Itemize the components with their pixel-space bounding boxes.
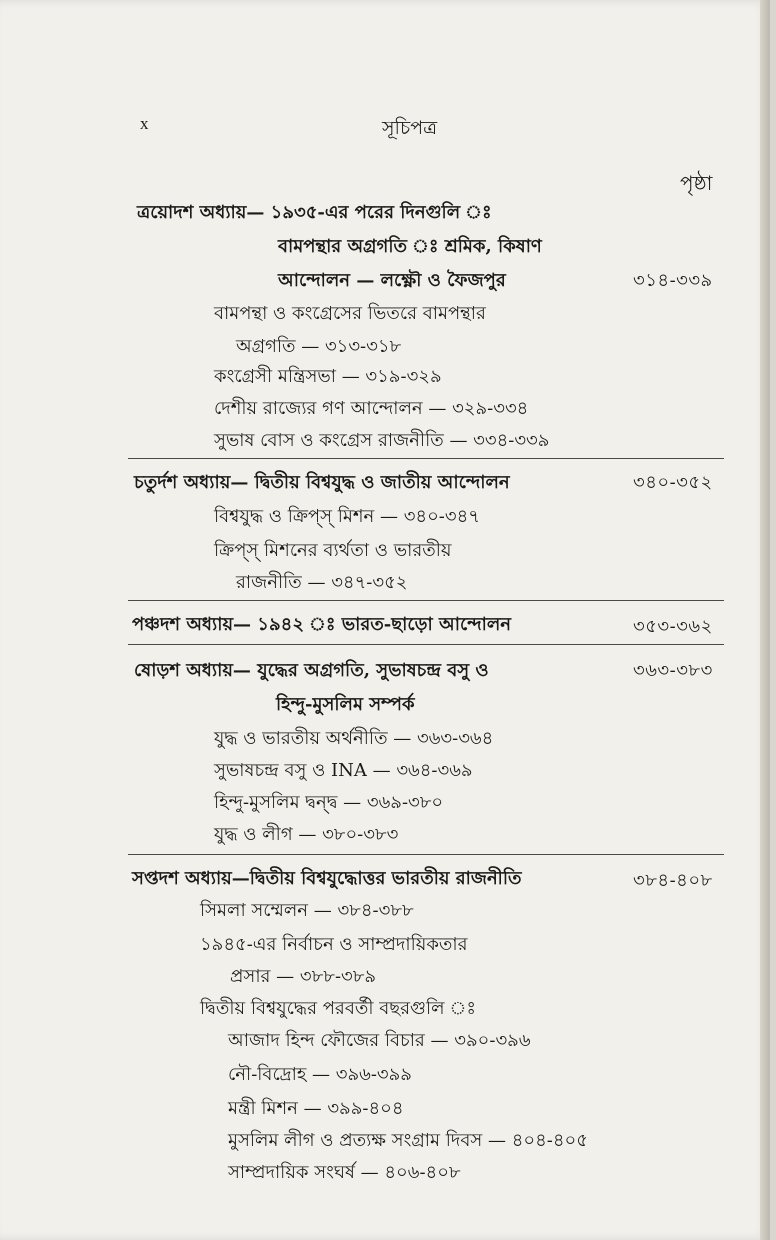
chapter-13-section-1a: বামপন্থা ও কংগ্রেসের ভিতরে বামপন্থার [214, 303, 486, 324]
chapter-14-title: চতুর্দশ অধ্যায়— দ্বিতীয় বিশ্বযুদ্ধ ও জাতীয় আন্দোলন [134, 472, 510, 493]
running-title: সূচিপত্র [382, 117, 438, 139]
chapter-17-subsection-5: সাম্প্রদায়িক সংঘর্ষ — ৪০৬-৪০৮ [228, 1162, 461, 1183]
chapter-17-section-2a: ১৯৪৫-এর নির্বাচন ও সাম্প্রদায়িকতার [200, 934, 468, 955]
chapter-15-page-range: ৩৫৩-৩৬২ [633, 616, 713, 637]
chapter-13-title-line-1: ত্রয়োদশ অধ্যায়— ১৯৩৫-এর পরের দিনগুলি ঃ [137, 202, 492, 223]
chapter-17-section-2b: প্রসার — ৩৮৮-৩৮৯ [230, 966, 377, 987]
chapter-16-page-range: ৩৬৩-৩৮৩ [633, 660, 713, 681]
roman-page-number: x [140, 114, 149, 133]
page-spine-shadow [760, 0, 770, 1240]
chapter-16-section-3: হিন্দু-মুসলিম দ্বন্দ্ব — ৩৬৯-৩৮০ [214, 792, 444, 813]
chapter-17-page-range: ৩৮৪-৪০৮ [633, 870, 713, 891]
chapter-17-subsection-4: মুসলিম লীগ ও প্রত্যক্ষ সংগ্রাম দিবস — ৪০৪-৪০৫ [228, 1130, 588, 1151]
chapter-14-section-2a: ক্রিপ্‌স্‌ মিশনের ব্যর্থতা ও ভারতীয় [214, 540, 452, 561]
chapter-16-section-4: যুদ্ধ ও লীগ — ৩৮০-৩৮৩ [214, 824, 399, 845]
chapter-15-title: পঞ্চদশ অধ্যায়— ১৯৪২ ঃ ভারত-ছাড়ো আন্দোলন [132, 614, 512, 635]
chapter-17-subsection-3: মন্ত্রী মিশন — ৩৯৯-৪০৪ [228, 1098, 404, 1119]
chapter-16-section-2: সুভাষচন্দ্র বসু ও INA — ৩৬৪-৩৬৯ [214, 760, 473, 781]
chapter-17-section-3: দ্বিতীয় বিশ্বযুদ্ধের পরবর্তী বছরগুলি ঃ [200, 998, 476, 1019]
section-divider [128, 644, 724, 645]
section-divider [128, 854, 724, 855]
chapter-13-title-line-2: বামপন্থার অগ্রগতি ঃ শ্রমিক, কিষাণ [278, 236, 542, 257]
chapter-14-section-2b: রাজনীতি — ৩৪৭-৩৫২ [236, 572, 408, 593]
chapter-13-section-4: সুভাষ বোস ও কংগ্রেস রাজনীতি — ৩৩৪-৩৩৯ [214, 430, 550, 451]
chapter-14-section-1: বিশ্বযুদ্ধ ও ক্রিপ্‌স্‌ মিশন — ৩৪০-৩৪৭ [214, 506, 480, 527]
section-divider [128, 458, 724, 459]
section-divider [128, 600, 724, 601]
chapter-13-title-line-3: আন্দোলন — লক্ষ্ণৌ ও ফৈজপুর [278, 270, 506, 291]
chapter-13-section-3: দেশীয় রাজ্যের গণ আন্দোলন — ৩২৯-৩৩৪ [214, 398, 529, 419]
chapter-16-title-line-2: হিন্দু-মুসলিম সম্পর্ক [276, 694, 415, 715]
chapter-13-section-2: কংগ্রেসী মন্ত্রিসভা — ৩১৯-৩২৯ [214, 366, 442, 387]
chapter-17-title: সপ্তদশ অধ্যায়—দ্বিতীয় বিশ্বযুদ্ধোত্তর ভারতীয় রাজনীতি [132, 868, 522, 889]
chapter-17-subsection-1: আজাদ হিন্দ ফৌজের বিচার — ৩৯০-৩৯৬ [228, 1030, 531, 1051]
chapter-13-section-1b: অগ্রগতি — ৩১৩-৩১৮ [236, 336, 402, 357]
chapter-16-section-1: যুদ্ধ ও ভারতীয় অর্থনীতি — ৩৬৩-৩৬৪ [214, 728, 494, 749]
chapter-17-subsection-2: নৌ-বিদ্রোহ — ৩৯৬-৩৯৯ [228, 1064, 412, 1085]
chapter-17-section-1: সিমলা সম্মেলন — ৩৮৪-৩৮৮ [200, 900, 414, 921]
chapter-16-title-line-1: ষোড়শ অধ্যায়— যুদ্ধের অগ্রগতি, সুভাষচন্দ্র বসু ও [134, 660, 489, 681]
page-column-label: পৃষ্ঠা [680, 171, 713, 195]
chapter-13-page-range: ৩১৪-৩৩৯ [633, 270, 713, 291]
chapter-14-page-range: ৩৪০-৩৫২ [633, 472, 713, 493]
